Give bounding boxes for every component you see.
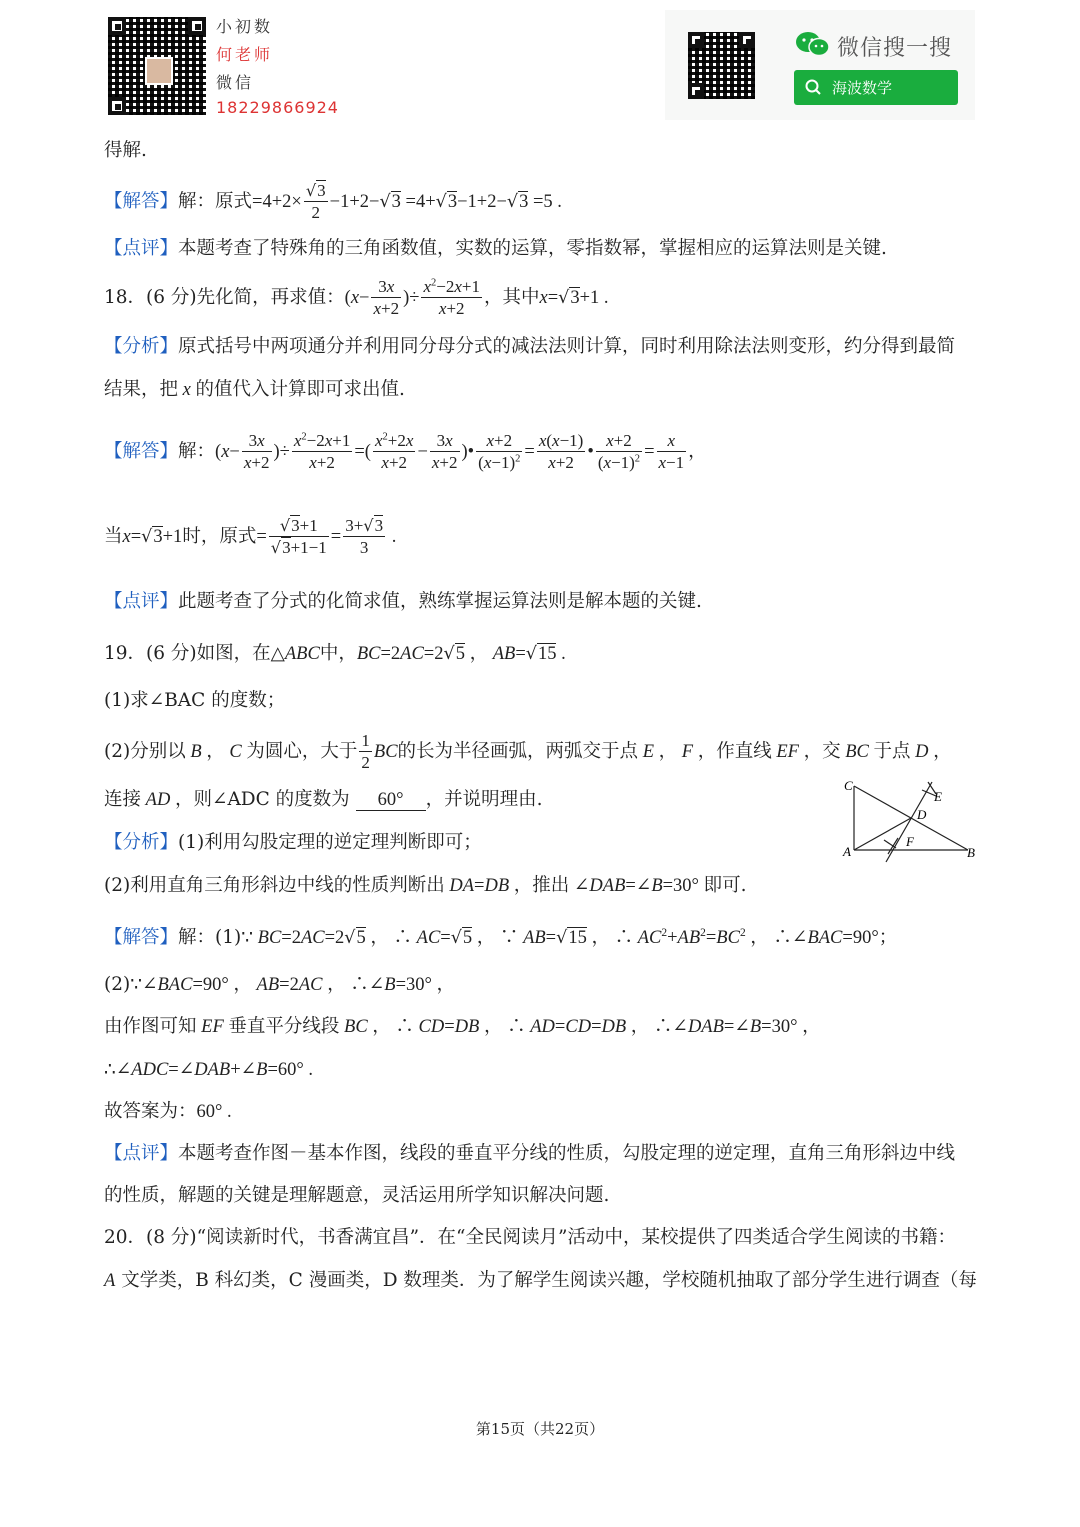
contact-qr-code — [108, 17, 206, 115]
solution-part-2: (2) — [104, 974, 131, 995]
p17-tail: 得解. — [104, 140, 147, 161]
review-tag: 【点评】 — [104, 591, 179, 612]
solution-tag: 【解答】 — [104, 440, 179, 462]
q3-mid: ，则∠ADC 的度数为 — [174, 789, 350, 810]
p17-review — [104, 240, 887, 259]
wechat-qr-code — [688, 32, 755, 99]
label-b: B — [967, 845, 975, 860]
q3-pre: 连接 — [104, 789, 142, 810]
analysis-text-4: 即可. — [703, 875, 747, 896]
contact-line-3: 微信 — [216, 73, 255, 92]
solution-lead: 解： — [178, 440, 216, 462]
contact-info — [216, 14, 339, 117]
question-stem: 18．(6 分)先化简，再求值： — [104, 286, 345, 308]
p19-solution-4: ∴∠ADC=∠DAB+∠B=60° . — [104, 1060, 314, 1080]
p19-q1: (1)求∠BAC 的度数； — [104, 690, 286, 711]
solution-tag: 【解答】 — [104, 927, 179, 949]
wechat-icon — [795, 31, 831, 57]
p19-solution-2: (2)∵∠BAC=90° ， AB=2AC ， ∴∠B=30° ， — [104, 974, 456, 995]
contact-line-1: 小初数 — [216, 17, 274, 36]
p17-solution: 【解答】解：原式=4+2× $\frac{√3}{2}$ −1+2−√3 =4+√3−1+2−√3 =5 . — [104, 181, 562, 223]
p18-solution: 【解答】解：(x− $\frac{3x}{x+2}$ )÷ $\frac{x^2-2x+1}{x+2}$ =( $\frac{x^2+2x}{x+2}$ − $\frac{3x}{x+2}$ )• $\frac{x+2}{(x-1)^2}$ = $\frac{x(x-1)}{x+2}$ • $\frac{x+2}{(x-1)^2}$ = $\frac{x}{x-1}$ ， — [104, 431, 707, 473]
solution-lead: 解：(1) — [178, 927, 242, 949]
p19-solution-1: 【解答】解：(1)∵ BC=2AC=2√5 ， ∴ AC=√5 ， ∵ AB=√15 ， ∴ $AC^2+AB^2=BC^2$ ， ∴∠BAC=90°； — [104, 927, 898, 949]
p19-stem: 19．(6 分)如图，在△ABC中，BC=2AC=2√5 ， AB=√15 . — [104, 643, 566, 664]
page-number: 第15页（共22页） — [475, 1420, 605, 1438]
review-tag: 【点评】 — [104, 238, 179, 259]
when-pre: 当 — [104, 525, 123, 547]
question-stem: 19．(6 分)如图，在△ — [104, 643, 285, 664]
final-answer-value: 60° — [196, 1102, 223, 1122]
q2-e: 于点 — [873, 740, 911, 762]
review-text: 此题考查了分式的化简求值，熟练掌握运算法则是解本题的关键. — [178, 591, 702, 612]
avatar — [145, 57, 173, 85]
label-d: D — [917, 807, 927, 822]
q2-c: ，作直线 — [697, 740, 772, 762]
p18-analysis-1 — [104, 338, 955, 357]
p19-review-2: 的性质，解题的关键是理解题意，灵活运用所学知识解决问题. — [104, 1185, 610, 1206]
p19-analysis-2: (2)利用直角三角形斜边中线的性质判断出 DA=DB ，推出 ∠DAB=∠B=30° 即可. — [104, 875, 747, 896]
p18-analysis-2: 结果，把 x 的值代入计算即可求出值. — [104, 379, 405, 400]
p19-q2: (2)分别以 B ， C 为圆心，大于 $\frac{1}{2}$ BC的长为半径画弧，两弧交于点 E ， F ，作直线 EF ，交 BC 于点 D ， — [104, 731, 952, 773]
triangle-figure — [838, 776, 983, 864]
answer-blank: 60° — [356, 791, 426, 811]
review-tag: 【点评】 — [104, 1143, 179, 1164]
p20-line-2 — [104, 1272, 977, 1291]
search-label: 海波数学 — [832, 79, 893, 97]
q2-d: ，交 — [803, 740, 841, 762]
p19-final: 故答案为：60° . — [104, 1101, 232, 1122]
p18-evaluate: 当x=√3+1时，原式= $\frac{√3+1}{√3+1-1}$ = $\frac{3+√3}{3}$ . — [104, 516, 397, 558]
solution-line-3-pre: 由作图可知 — [104, 1016, 197, 1037]
analysis-text-2b: 的值代入计算即可求出值. — [195, 379, 405, 400]
q2-a: 为圆心，大于 — [246, 740, 358, 762]
p19-q3: 连接 AD ，则∠ADC 的度数为 60° ，并说明理由. — [104, 789, 543, 810]
p20-line-2-lead: A — [104, 1271, 116, 1291]
wechat-search-button[interactable] — [794, 70, 958, 105]
wechat-search-title: 微信搜一搜 — [837, 36, 953, 61]
analysis-tag: 【分析】 — [104, 336, 179, 357]
analysis-text-2a: 结果，把 — [104, 379, 179, 400]
review-text: 本题考查了特殊角的三角函数值，实数的运算，零指数幂，掌握相应的运算法则是关键. — [178, 238, 887, 259]
analysis-tag: 【分析】 — [104, 832, 179, 853]
analysis-text-3: ，推出 — [513, 875, 570, 896]
search-icon — [804, 78, 824, 98]
q2-b: 的长为半径画弧，两弧交于点 — [397, 740, 639, 762]
contact-phone: 18229866924 — [216, 98, 339, 117]
label-c: C — [844, 778, 853, 793]
stem-mid: ，其中 — [483, 286, 540, 308]
p20-line-1: 20．(8 分)“阅读新时代，书香满宜昌”．在“全民阅读月”活动中，某校提供了四类适合学生阅读的书籍： — [104, 1227, 956, 1248]
p18-review — [104, 593, 702, 612]
solution-tag: 【解答】 — [104, 190, 179, 212]
label-a: A — [843, 844, 851, 859]
p18-stem: 18．(6 分)先化简，再求值：(x− $\frac{3x}{x+2}$ )÷ $\frac{x^2-2x+1}{x+2}$ ，其中x=√3+1 . — [104, 277, 609, 319]
q2-pre: (2)分别以 — [104, 740, 186, 762]
analysis-text-1: (1)利用勾股定理的逆定理判断即可； — [178, 832, 482, 853]
q3-post: ，并说明理由. — [425, 789, 543, 810]
contact-line-2: 何老师 — [216, 45, 274, 64]
solution-line-3-mid: 垂直平分线段 — [228, 1016, 340, 1037]
p19-analysis-1 — [104, 834, 482, 853]
when-mid: 时，原式 — [182, 525, 257, 547]
review-text-1: 本题考查作图－基本作图，线段的垂直平分线的性质，勾股定理的逆定理，直角三角形斜边中线 — [178, 1143, 956, 1164]
analysis-text: 原式括号中两项通分并利用同分母分式的减法法则计算，同时利用除法法则变形，约分得到最简 — [178, 336, 956, 357]
analysis-text-2: (2)利用直角三角形斜边中线的性质判断出 — [104, 875, 445, 896]
final-answer-label: 故答案为： — [104, 1101, 197, 1122]
p19-review-1 — [104, 1145, 955, 1164]
p19-solution-3: 由作图可知 EF 垂直平分线段 BC ， ∴ CD=DB ， ∴ AD=CD=DB ， ∴∠DAB=∠B=30° ， — [104, 1016, 821, 1037]
label-f: F — [906, 834, 914, 849]
p20-line-2-text: 文学类，B 科幻类，C 漫画类，D 数理类．为了解学生阅读兴趣，学校随机抽取了部分学生进行调查（每 — [121, 1270, 977, 1291]
label-e: E — [934, 789, 942, 804]
stem-mid: 中， — [319, 643, 357, 664]
solution-lead: 解：原式 — [178, 190, 253, 212]
